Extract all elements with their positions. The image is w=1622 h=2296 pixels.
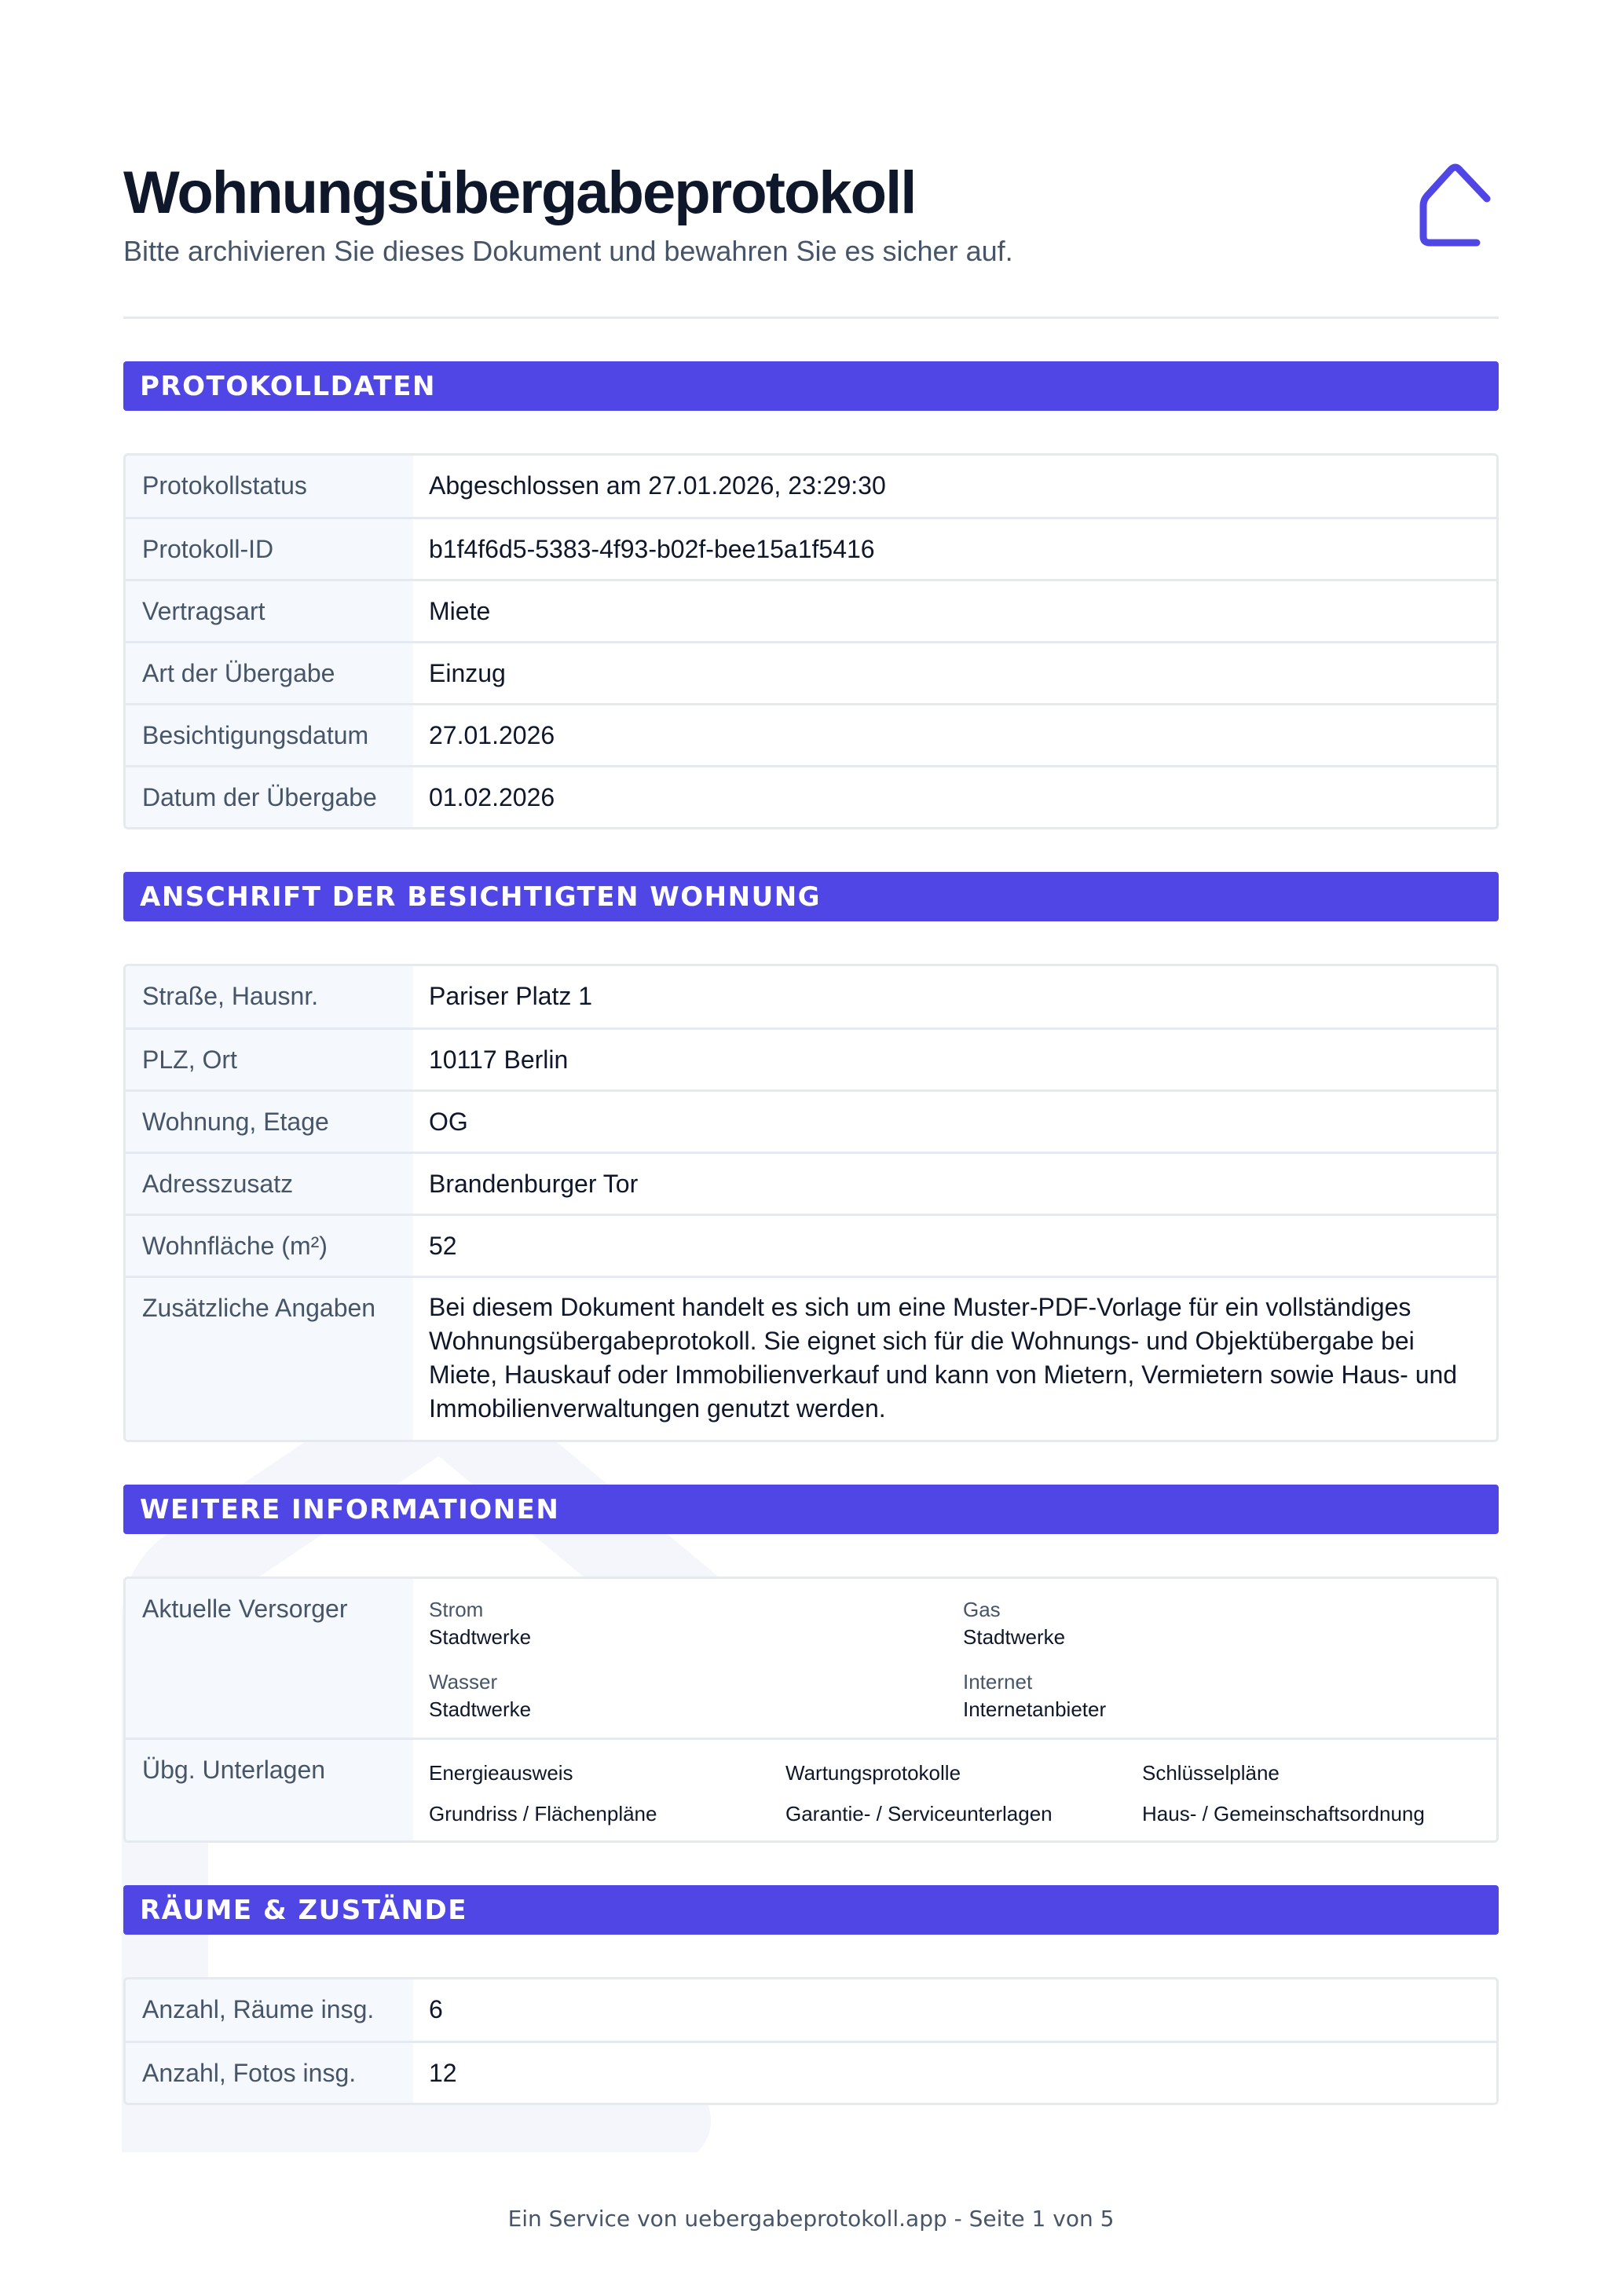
section-header: ANSCHRIFT DER BESICHTIGTEN WOHNUNG <box>123 872 1499 921</box>
document-item: Haus- / Gemeinschaftsordnung <box>1142 1802 1425 1825</box>
row-label: Protokollstatus <box>126 456 413 517</box>
table-row <box>126 1089 1496 1152</box>
protocol-data-table <box>123 453 1499 829</box>
row-value: 52 <box>413 1216 1496 1276</box>
document-header <box>123 0 1499 319</box>
table-row <box>126 1276 1496 1440</box>
utility-item <box>429 1596 963 1651</box>
page-title: Wohnungsübergabeprotokoll <box>123 159 916 226</box>
row-label: Adresszusatz <box>126 1154 413 1214</box>
table-row <box>126 641 1496 703</box>
utility-provider: Internetanbieter <box>963 1697 1107 1721</box>
document-item: Wartungsprotokolle <box>785 1761 961 1785</box>
row-label: Datum der Übergabe <box>126 767 413 827</box>
table-row <box>126 517 1496 579</box>
document-item: Garantie- / Serviceunterlagen <box>785 1802 1053 1825</box>
section-rooms <box>123 1885 1499 2105</box>
row-value: b1f4f6d5-5383-4f93-b02f-bee15a1f5416 <box>413 519 1496 579</box>
document-page <box>123 0 1499 2105</box>
document-item: Energieausweis <box>429 1761 573 1785</box>
additional-info-text: Bei diesem Dokument handelt es sich um eine Muster-PDF-Vorlage für ein vollständiges Wohnungsübergabeprotokoll. Sie eignet sich für die Wohnungs- und Objektübergabe bei Miete, Hauskauf oder Immobilienverkauf und kann von Mietern, Vermietern sowie Haus- und Immobilienverwaltungen genutzt werden. <box>413 1278 1496 1440</box>
section-protocol-data <box>123 361 1499 829</box>
utilities-grid <box>413 1579 1496 1738</box>
section-header: PROTOKOLLDATEN <box>123 361 1499 411</box>
page-footer: Ein Service von uebergabeprotokoll.app - Seite 1 von 5 <box>507 2206 1115 2232</box>
row-label: Wohnung, Etage <box>126 1092 413 1152</box>
address-table <box>123 964 1499 1442</box>
row-label: Übg. Unterlagen <box>126 1740 413 1840</box>
table-row <box>126 2041 1496 2103</box>
row-value: Brandenburger Tor <box>413 1154 1496 1214</box>
table-row <box>126 765 1496 827</box>
row-label: Art der Übergabe <box>126 643 413 703</box>
house-outline-icon <box>1412 154 1499 256</box>
row-label: Protokoll-ID <box>126 519 413 579</box>
row-label: Wohnfläche (m²) <box>126 1216 413 1276</box>
row-value: Abgeschlossen am 27.01.2026, 23:29:30 <box>413 456 1496 517</box>
row-label: Anzahl, Räume insg. <box>126 1979 413 2041</box>
table-row <box>126 1979 1496 2041</box>
further-info-table <box>123 1576 1499 1843</box>
row-label: Vertragsart <box>126 581 413 641</box>
row-value: 6 <box>413 1979 1496 2041</box>
utility-item <box>963 1668 1473 1723</box>
row-label: PLZ, Ort <box>126 1030 413 1089</box>
section-header: WEITERE INFORMATIONEN <box>123 1485 1499 1534</box>
row-label: Zusätzliche Angaben <box>126 1278 413 1440</box>
row-value: 27.01.2026 <box>413 705 1496 765</box>
table-row <box>126 1152 1496 1214</box>
section-further-info <box>123 1485 1499 1843</box>
utility-name: Strom <box>429 1598 484 1621</box>
section-address <box>123 872 1499 1442</box>
table-row <box>126 966 1496 1027</box>
table-row <box>126 456 1496 517</box>
table-row-documents <box>126 1738 1496 1840</box>
utility-provider: Stadtwerke <box>963 1625 1066 1649</box>
row-label: Straße, Hausnr. <box>126 966 413 1027</box>
row-label: Anzahl, Fotos insg. <box>126 2043 413 2103</box>
table-row-utilities <box>126 1579 1496 1738</box>
utility-provider: Stadtwerke <box>429 1625 532 1649</box>
row-value: OG <box>413 1092 1496 1152</box>
row-value: Pariser Platz 1 <box>413 966 1496 1027</box>
utility-item <box>429 1668 963 1723</box>
utility-item <box>963 1596 1473 1651</box>
document-item: Schlüsselpläne <box>1142 1761 1280 1785</box>
row-value: 10117 Berlin <box>413 1030 1496 1089</box>
row-value: Einzug <box>413 643 1496 703</box>
row-value: Miete <box>413 581 1496 641</box>
documents-grid <box>413 1740 1496 1840</box>
utility-name: Wasser <box>429 1670 498 1694</box>
document-item: Grundriss / Flächenpläne <box>429 1802 657 1825</box>
row-label: Besichtigungsdatum <box>126 705 413 765</box>
table-row <box>126 1214 1496 1276</box>
row-value: 12 <box>413 2043 1496 2103</box>
page-subtitle: Bitte archivieren Sie dieses Dokument und bewahren Sie es sicher auf. <box>123 235 1013 267</box>
utility-name: Gas <box>963 1598 1001 1621</box>
utility-name: Internet <box>963 1670 1033 1694</box>
utility-provider: Stadtwerke <box>429 1697 532 1721</box>
section-header: RÄUME & ZUSTÄNDE <box>123 1885 1499 1935</box>
table-row <box>126 1027 1496 1089</box>
table-row <box>126 579 1496 641</box>
row-label: Aktuelle Versorger <box>126 1579 413 1738</box>
row-value: 01.02.2026 <box>413 767 1496 827</box>
rooms-table <box>123 1977 1499 2105</box>
table-row <box>126 703 1496 765</box>
